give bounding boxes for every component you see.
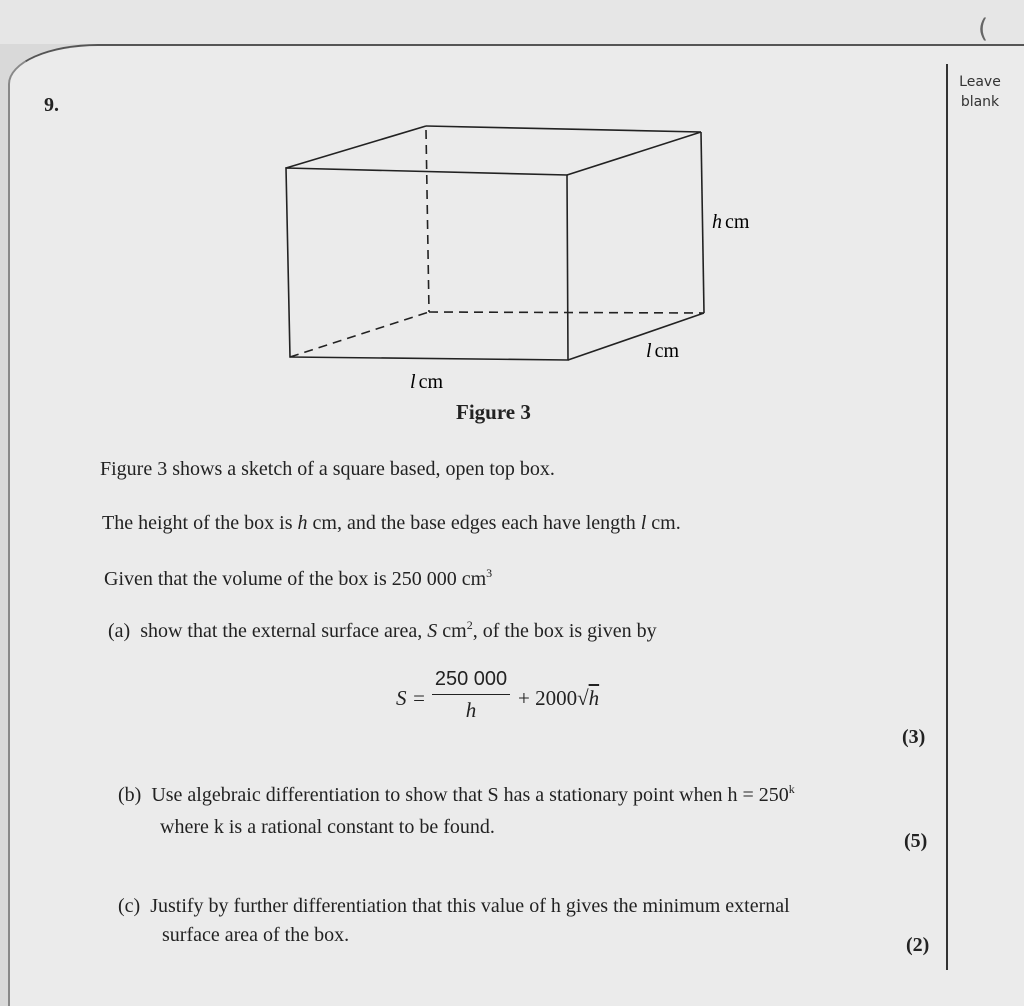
leave-blank-line2: blank xyxy=(960,94,1000,110)
paragraph-3: Given that the volume of the box is 250 000 $cm^3$ xyxy=(104,566,493,590)
box-diagram xyxy=(0,0,1024,420)
part-b-line2: where k is a rational constant to be found. xyxy=(160,816,495,838)
part-a-marks: (3) xyxy=(902,726,926,748)
part-b-line1: (b) Use algebraic differentiation to show that S has a stationary point when $h = 250^k$ xyxy=(118,782,795,806)
part-c-line2: surface area of the box. xyxy=(162,924,350,946)
box-hidden-bottom-back-edge xyxy=(429,312,704,313)
box-back-right-edge xyxy=(701,132,704,313)
box-hidden-bottom-left-edge xyxy=(290,312,429,357)
label-l-bottom: l cm xyxy=(410,371,443,393)
box-top-left-edge xyxy=(286,126,426,168)
figure-caption: Figure 3 xyxy=(456,400,531,424)
corner-mark: ( xyxy=(978,14,989,44)
part-a-text: (a) show that the external surface area, S $cm^2$, of the box is given by xyxy=(108,618,657,642)
label-l-right: l cm xyxy=(646,340,679,362)
formula-denominator: h xyxy=(465,698,477,722)
part-c-marks: (2) xyxy=(906,934,930,956)
question-number: 9. xyxy=(44,94,59,116)
box-bottom-right-edge xyxy=(568,313,704,360)
label-h: h cm xyxy=(712,211,750,233)
fraction-bar xyxy=(432,694,510,695)
box-top-right-edge xyxy=(567,132,701,175)
box-hidden-vertical-edge xyxy=(426,130,429,312)
part-c-line1: (c) Justify by further differentiation that this value of h gives the minimum external xyxy=(118,895,790,917)
paragraph-2: The height of the box is h cm, and the base edges each have length l cm. xyxy=(102,512,681,534)
leave-blank-line1: Leave xyxy=(959,74,1001,90)
formula-lhs: S = xyxy=(396,686,426,710)
formula-numerator: 250 000 xyxy=(434,668,508,690)
formula-fraction xyxy=(432,668,510,723)
box-top-back-edge xyxy=(426,126,701,132)
formula-rhs: + 2000√h xyxy=(518,686,600,710)
paragraph-1: Figure 3 shows a sketch of a square based, open top box. xyxy=(100,458,555,480)
part-b-marks: (5) xyxy=(904,830,928,852)
